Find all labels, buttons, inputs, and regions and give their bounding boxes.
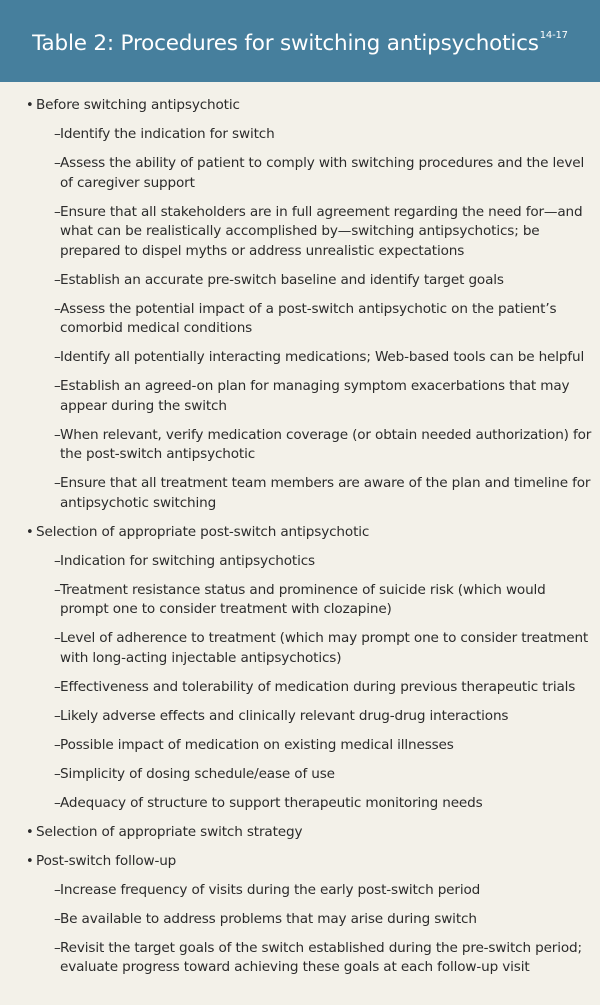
list-item-text: Adequacy of structure to support therapeutic monitoring needs <box>60 794 483 811</box>
list-item <box>54 581 592 620</box>
list-item-text: Assess the ability of patient to comply with switching procedures and the level of caregiver support <box>60 155 585 191</box>
dash-icon: – <box>54 707 61 724</box>
section-label: Post-switch follow-up <box>36 852 177 869</box>
bullet-icon: • <box>26 824 34 840</box>
section <box>26 523 592 814</box>
list-item <box>54 426 592 465</box>
section-heading <box>26 523 592 543</box>
dash-icon: – <box>54 630 61 646</box>
list-item <box>54 348 592 368</box>
dash-icon: – <box>54 581 61 598</box>
list-item <box>54 939 592 978</box>
table-header <box>0 0 600 82</box>
dash-icon: – <box>54 910 61 927</box>
section-label: Selection of appropriate switch strategy <box>36 823 303 840</box>
section-label: Before switching antipsychotic <box>36 97 240 113</box>
list-item-text: Increase frequency of visits during the early post-switch period <box>60 881 481 898</box>
list-item <box>54 125 592 145</box>
list-item <box>54 377 592 416</box>
dash-icon: – <box>54 881 61 898</box>
list-item <box>54 300 592 339</box>
dash-icon: – <box>54 678 61 695</box>
list-item-text: When relevant, verify medication coverage (or obtain needed authorization) for the post-switch antipsychotic <box>60 426 592 462</box>
dash-icon: – <box>54 426 61 443</box>
table-title <box>32 31 568 56</box>
section-heading <box>26 852 592 872</box>
list-item-text: Ensure that all stakeholders are in full agreement regarding the need for—and what can be realistically accomplished by—switching antipsychotics; be prepared to dispel myths or address unrealistic expectations <box>60 203 583 259</box>
list-item-text: Likely adverse effects and clinically relevant drug-drug interactions <box>60 707 509 724</box>
table-body <box>0 82 600 978</box>
list-item-text: Effectiveness and tolerability of medication during previous therapeutic trials <box>60 678 576 695</box>
list-item <box>54 154 592 193</box>
list-item <box>54 910 592 930</box>
dash-icon: – <box>54 939 61 956</box>
list-item-text: Possible impact of medication on existing medical illnesses <box>60 736 454 753</box>
dash-icon: – <box>54 203 61 220</box>
title-reference-superscript: 14-17 <box>539 30 568 42</box>
list-item-text: Revisit the target goals of the switch established during the pre-switch period; evaluate progress toward achieving these goals at each follow-up visit <box>60 939 582 975</box>
list-item <box>54 707 592 727</box>
list-item-text: Identify the indication for switch <box>60 126 275 142</box>
dash-icon: – <box>54 794 61 811</box>
list-item <box>54 474 592 513</box>
list-item-text: Level of adherence to treatment (which may prompt one to consider treatment with long-acting injectable antipsychotics) <box>60 630 589 666</box>
section-heading <box>26 823 592 843</box>
list-item <box>54 881 592 901</box>
list-item <box>54 678 592 698</box>
dash-icon: – <box>54 126 61 142</box>
list-item <box>54 203 592 262</box>
dash-icon: – <box>54 271 61 288</box>
list-item-text: Treatment resistance status and prominence of suicide risk (which would prompt one to consider treatment with clozapine) <box>60 581 546 617</box>
list-item <box>54 552 592 572</box>
list-item <box>54 736 592 756</box>
list-item <box>54 629 592 668</box>
bullet-icon: • <box>26 98 34 113</box>
bullet-icon: • <box>26 524 34 540</box>
list-item <box>54 765 592 785</box>
dash-icon: – <box>54 736 61 753</box>
dash-icon: – <box>54 475 61 491</box>
list-item-text: Ensure that all treatment team members are aware of the plan and timeline for antipsychotic switching <box>60 475 591 511</box>
list-item-text: Identify all potentially interacting medications; Web-based tools can be helpful <box>60 349 585 365</box>
section <box>26 852 592 978</box>
list-item-text: Indication for switching antipsychotics <box>60 552 315 569</box>
list-item-text: Simplicity of dosing schedule/ease of use <box>60 765 335 782</box>
dash-icon: – <box>54 349 61 365</box>
title-text: Table 2: Procedures for switching antipsychotics <box>32 30 539 56</box>
bullet-icon: • <box>26 853 34 869</box>
section-label: Selection of appropriate post-switch antipsychotic <box>36 523 370 540</box>
list-item-text: Assess the potential impact of a post-switch antipsychotic on the patient’s comorbid medical conditions <box>60 300 557 336</box>
list-item-text: Be available to address problems that may arise during switch <box>60 910 477 927</box>
dash-icon: – <box>54 378 61 394</box>
list-item <box>54 271 592 291</box>
dash-icon: – <box>54 552 61 569</box>
dash-icon: – <box>54 765 61 782</box>
section <box>26 96 592 513</box>
dash-icon: – <box>54 300 61 317</box>
list-item-text: Establish an agreed-on plan for managing symptom exacerbations that may appear during the switch <box>60 378 570 414</box>
dash-icon: – <box>54 155 61 171</box>
section-heading <box>26 96 592 116</box>
section <box>26 823 592 843</box>
list-item-text: Establish an accurate pre-switch baseline and identify target goals <box>60 271 504 288</box>
list-item <box>54 794 592 814</box>
